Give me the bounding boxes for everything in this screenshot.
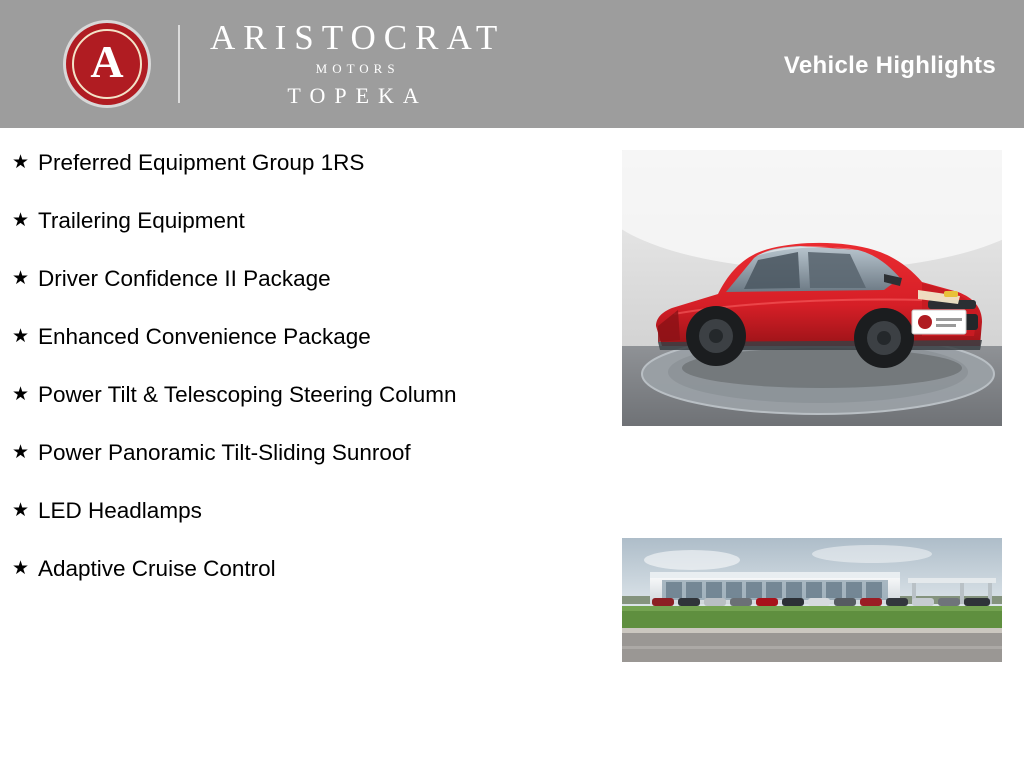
slide-header — [0, 0, 1024, 128]
brand-logo — [66, 19, 505, 109]
star-icon: ★ — [12, 500, 30, 521]
list-item-label: Adaptive Cruise Control — [38, 556, 276, 581]
aristocrat-badge-icon — [66, 23, 148, 105]
list-item-label: Power Tilt & Telescoping Steering Column — [38, 382, 457, 407]
highlights-list — [12, 148, 572, 612]
star-icon: ★ — [12, 268, 30, 289]
list-item — [12, 496, 572, 526]
vehicle-photo — [622, 150, 1002, 426]
star-icon: ★ — [12, 152, 30, 173]
list-item — [12, 380, 572, 410]
page-title: Vehicle Highlights — [783, 52, 996, 79]
list-item — [12, 438, 572, 468]
star-icon: ★ — [12, 326, 30, 347]
list-item-label: LED Headlamps — [38, 498, 202, 523]
list-item — [12, 148, 572, 178]
brand-subname: MOTORS — [315, 60, 400, 76]
logo-divider — [178, 25, 180, 103]
brand-city: TOPEKA — [287, 82, 428, 108]
list-item-label: Preferred Equipment Group 1RS — [38, 150, 365, 175]
star-icon: ★ — [12, 384, 30, 405]
star-icon: ★ — [12, 558, 30, 579]
list-item — [12, 206, 572, 236]
star-icon: ★ — [12, 442, 30, 463]
star-icon: ★ — [12, 210, 30, 231]
list-item — [12, 554, 572, 584]
brand-wordmark — [210, 19, 505, 109]
brand-name: ARISTOCRAT — [210, 18, 506, 58]
list-item — [12, 264, 572, 294]
list-item-label: Enhanced Convenience Package — [38, 324, 371, 349]
list-item-label: Driver Confidence II Package — [38, 266, 331, 291]
dealership-photo — [622, 538, 1002, 662]
badge-letter: A — [90, 36, 124, 87]
list-item-label: Power Panoramic Tilt-Sliding Sunroof — [38, 440, 411, 465]
list-item — [12, 322, 572, 352]
list-item-label: Trailering Equipment — [38, 208, 245, 233]
